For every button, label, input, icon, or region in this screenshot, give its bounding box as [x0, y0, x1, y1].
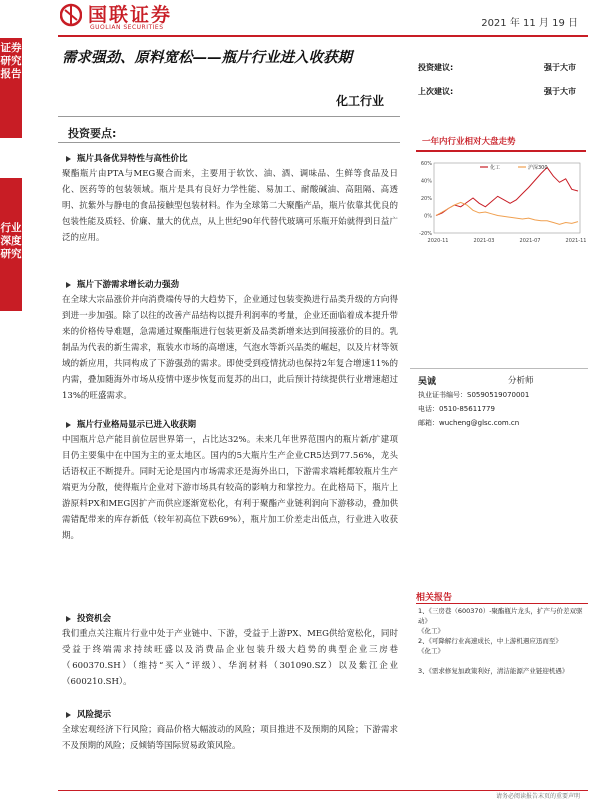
plot-frame	[434, 163, 580, 233]
analyst-name: 吴诚	[418, 377, 437, 387]
side-tab-report-type-label: 证券研究报告	[0, 42, 22, 80]
section-text: 在全球大宗品涨价并向消费端传导的大趋势下，企业通过包装变换进行品类升级的方向得到进一步加强。除了以往的改善产品结构以提升利润率的考量，企业还面临着成本提升带来的价格传导难题，急需通过聚酯瓶进行包装更新及品类新增来达到间接涨价的目的。乳制品为代表的新生需求，瓶装水市场的高增速，气泡水等新兴品类的崛起，以及片材等领域的新应用，共同构成了下游强劲的需求。即使受到疫情扰动也保持2年复合增速11%的内需，叠加随海外市场从疫情中逐步恢复而复苏的出口，此后预计持续提供行业增速超过13%的旺盛需求。	[62, 295, 398, 401]
side-tab-category	[0, 178, 22, 311]
x-tick-label: 2021-11	[565, 238, 587, 244]
section-text: 我们重点关注瓶片行业中处于产业链中、下游，受益于上游PX、MEG供给宽松化，同时受益于终端需求持续旺盛以及消费品企业包装升级大趋势的典型企业三房巷（600370.SH）（维持“买入”评级）、华润材料（301090.SZ）以及紫江企业（600210.SH）。	[62, 629, 398, 687]
analyst-phone: 电话：0510-85611779	[418, 405, 495, 413]
rating-current-label: 投资建议:	[418, 63, 454, 72]
section-text: 聚酯瓶片由PTA与MEG聚合而来，主要用于软饮、油、酒、调味品、生鲜等食品及日化、医药等的包装领域。瓶片是具有良好力学性能、易加工、耐酸碱油、高阻隔、高透明、抗紫外与静电的食品接触型包装材料。作为全球第二大聚酯产品，瓶片依靠其优良的包装性能及质轻、价廉、量大的优点，从上世纪90年代替代玻璃可乐瓶开始就得到日益广泛的应用。	[62, 169, 398, 243]
chart-title: 一年内行业相对大盘走势	[422, 137, 516, 147]
analyst-role: 分析师	[508, 376, 534, 386]
chart-title-divider	[416, 150, 586, 152]
report-title: 需求强劲、原料宽松——瓶片行业进入收获期	[62, 49, 352, 66]
section-heading: 瓶片行业格局显示已进入收获期	[66, 418, 196, 430]
x-tick-label: 2021-07	[519, 238, 541, 244]
x-tick-label: 2020-11	[427, 238, 449, 244]
analyst-cert: 执业证书编号：S0590519070001	[418, 391, 530, 399]
x-tick-label: 2021-03	[473, 238, 495, 244]
related-title: 相关报告	[416, 593, 453, 603]
brand-name-en: GUOLIAN SECURITIES	[90, 24, 164, 31]
brand-logo	[60, 0, 220, 32]
y-tick-label: 40%	[420, 178, 432, 185]
related-item[interactable]: 1、《三房巷（600370）-聚酯瓶片龙头，扩产与价差双驱动》 《化工》	[418, 607, 583, 635]
report-date: 2021 年 11 月 19 日	[481, 18, 578, 29]
related-item[interactable]: 2、《可降解行业高速成长，中上游机遇应迅而至》 《化工》	[418, 637, 562, 655]
related-divider	[416, 603, 588, 604]
section-heading: 瓶片具备优异特性与高性价比	[66, 152, 188, 164]
rating-current-value: 强于大市	[544, 63, 576, 72]
rating-previous-label: 上次建议:	[418, 87, 454, 96]
bullet-icon	[66, 156, 71, 162]
rating-previous-value: 强于大市	[544, 87, 576, 96]
related-item[interactable]: 3、《需求修复加政策利好，清洁能源产业链迎机遇》	[418, 667, 569, 675]
y-tick-label: 0%	[424, 213, 432, 220]
footer-disclaimer: 请务必阅读报告末页的重要声明	[495, 793, 580, 800]
bullet-icon	[66, 712, 71, 718]
points-title: 投资要点:	[68, 127, 117, 140]
points-divider	[58, 142, 400, 143]
bullet-icon	[66, 616, 71, 622]
industry-label: 化工行业	[336, 94, 385, 108]
y-tick-label: 20%	[420, 196, 432, 202]
title-divider	[58, 116, 400, 117]
analyst-email[interactable]: 邮箱：wucheng@glsc.com.cn	[418, 419, 520, 427]
series-line-0	[436, 167, 578, 215]
bullet-icon	[66, 422, 71, 428]
section-heading: 瓶片下游需求增长动力强劲	[66, 278, 179, 290]
y-tick-label: 60%	[420, 161, 432, 167]
section-heading: 投资机会	[66, 612, 111, 624]
y-tick-label: -20%	[419, 231, 432, 237]
logo-emblem-icon	[60, 2, 82, 28]
side-tab-category-label: 行业深度研究	[0, 222, 22, 260]
brand-name: 国联证券	[88, 4, 173, 26]
section-text: 中国瓶片总产能目前位居世界第一，占比达32%。未来几年世界范围内的瓶片新/扩建项目仍主要集中在中国为主的亚太地区。国内的5大瓶片生产企业CR5达到77.56%，龙头话语权正不断提升。同时无论是国内市场需求还是海外出口，下游需求端耗都较瓶片生产端更为分散，使得瓶片企业对下游市场具有较高的影响力和掌控力。在此格局下，瓶片上游原料PX和MEG因扩产而供应逐渐宽松化，有利于聚酯产业链利润向下游移动，叠加供需错配带来的库存新低（较年初高位下跌69%），瓶片加工价差走出低点，行业进入收获期。	[62, 435, 398, 541]
analyst-divider	[410, 368, 588, 369]
legend-label-1: 沪深300	[528, 165, 548, 171]
legend-label-0: 化工	[490, 165, 501, 171]
header-divider	[58, 35, 588, 37]
side-tab-report-type	[0, 38, 22, 138]
bullet-icon	[66, 282, 71, 288]
section-text: 全球宏观经济下行风险；商品价格大幅波动的风险；项目推进不及预期的风险；下游需求不及预期的风险；反倾销等国际贸易政策风险。	[62, 725, 398, 751]
relative-performance-chart	[410, 155, 588, 251]
section-heading: 风险提示	[66, 708, 111, 720]
